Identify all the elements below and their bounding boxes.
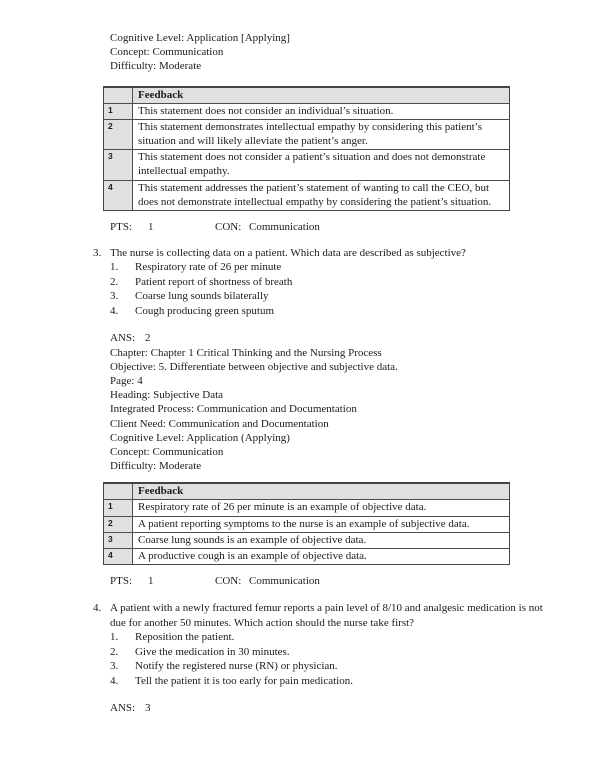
row-number-cell: 1 bbox=[104, 500, 133, 516]
header-blank-cell bbox=[104, 87, 133, 104]
option-text: Give the medication in 30 minutes. bbox=[135, 645, 290, 658]
option-number: 2. bbox=[110, 645, 119, 658]
feedback-header-cell: Feedback bbox=[133, 483, 510, 500]
feedback-table-1 bbox=[103, 86, 510, 211]
feedback-text-cell: This statement does not consider a patient’s situation and does not demonstrate intellectual empathy. bbox=[133, 150, 510, 180]
chapter-line: Chapter: Chapter 1 Critical Thinking and the Nursing Process bbox=[110, 346, 382, 359]
concept-line: Concept: Communication bbox=[110, 46, 224, 59]
answer-line bbox=[110, 331, 550, 345]
option-item bbox=[110, 630, 550, 645]
table-row bbox=[104, 500, 510, 516]
heading-line: Heading: Subjective Data bbox=[110, 389, 224, 402]
row-number-cell: 1 bbox=[104, 103, 133, 119]
pts-label: PTS: bbox=[110, 221, 133, 234]
row-number-cell: 3 bbox=[104, 532, 133, 548]
pts-con-line bbox=[110, 221, 550, 233]
question-text: The nurse is collecting data on a patient. Which data are described as subjective? bbox=[110, 247, 466, 260]
header-blank-cell bbox=[104, 483, 133, 500]
con-label: CON: bbox=[215, 575, 242, 588]
question-4 bbox=[93, 601, 550, 688]
option-text: Respiratory rate of 26 per minute bbox=[135, 261, 282, 274]
feedback-text-cell: Respiratory rate of 26 per minute is an example of objective data. bbox=[133, 500, 510, 516]
option-text: Tell the patient it is too early for pain medication. bbox=[135, 674, 353, 687]
table-row bbox=[104, 103, 510, 119]
row-number-cell: 3 bbox=[104, 150, 133, 180]
pts-value: 1 bbox=[148, 221, 154, 234]
feedback-text-cell: Coarse lung sounds is an example of objective data. bbox=[133, 532, 510, 548]
difficulty-line: Difficulty: Moderate bbox=[110, 460, 202, 473]
answer-line bbox=[110, 701, 550, 715]
pts-label: PTS: bbox=[110, 575, 133, 588]
feedback-text-cell: A productive cough is an example of objective data. bbox=[133, 549, 510, 565]
pts-con-line bbox=[110, 575, 550, 587]
row-number-cell: 2 bbox=[104, 119, 133, 149]
answer-options bbox=[110, 630, 550, 688]
objective-line: Objective: 5. Differentiate between objective and subjective data. bbox=[110, 360, 398, 373]
option-text: Coarse lung sounds bilaterally bbox=[135, 290, 269, 303]
option-number: 3. bbox=[110, 290, 119, 303]
cognitive-level-line: Cognitive Level: Application (Applying) bbox=[110, 431, 290, 444]
option-item bbox=[110, 674, 550, 689]
feedback-text-cell: A patient reporting symptoms to the nurse is an example of subjective data. bbox=[133, 516, 510, 532]
feedback-text-cell: This statement demonstrates intellectual empathy by considering this patient’s situation and will likely alleviate the patient’s anger. bbox=[133, 119, 510, 149]
option-number: 4. bbox=[110, 674, 119, 687]
question2-rationale-tail bbox=[110, 31, 550, 74]
row-number-cell: 4 bbox=[104, 549, 133, 565]
feedback-text-cell: This statement does not consider an individual’s situation. bbox=[133, 103, 510, 119]
table-row bbox=[104, 549, 510, 565]
con-label: CON: bbox=[215, 221, 242, 234]
option-item bbox=[110, 304, 550, 319]
page-line: Page: 4 bbox=[110, 375, 143, 388]
option-text: Patient report of shortness of breath bbox=[135, 275, 293, 288]
option-text: Cough producing green sputum bbox=[135, 304, 275, 317]
table-header-row bbox=[104, 483, 510, 500]
row-number-cell: 4 bbox=[104, 180, 133, 210]
con-value: Communication bbox=[249, 221, 320, 234]
table-row bbox=[104, 180, 510, 210]
question-text: A patient with a newly fractured femur reports a pain level of 8/10 and analgesic medication is not due for another 50 minutes. Which action should the nurse take first? bbox=[110, 602, 543, 629]
ans-value: 3 bbox=[145, 702, 151, 715]
option-text: Reposition the patient. bbox=[135, 631, 235, 644]
difficulty-line: Difficulty: Moderate bbox=[110, 60, 202, 73]
table-row bbox=[104, 516, 510, 532]
answer-options bbox=[110, 260, 550, 318]
feedback-table-2 bbox=[103, 482, 510, 565]
option-item bbox=[110, 260, 550, 275]
client-need-line: Client Need: Communication and Documentation bbox=[110, 417, 329, 430]
question-number: 4. bbox=[93, 602, 102, 615]
option-number: 1. bbox=[110, 261, 119, 274]
table-row bbox=[104, 532, 510, 548]
concept-line: Concept: Communication bbox=[110, 446, 224, 459]
option-number: 2. bbox=[110, 275, 119, 288]
question-number: 3. bbox=[93, 247, 102, 260]
table-row bbox=[104, 119, 510, 149]
question3-rationale bbox=[110, 346, 550, 474]
ans-label: ANS: bbox=[110, 702, 136, 715]
table-row bbox=[104, 150, 510, 180]
feedback-header-cell: Feedback bbox=[133, 87, 510, 104]
ans-label: ANS: bbox=[110, 332, 136, 345]
option-number: 4. bbox=[110, 304, 119, 317]
integrated-process-line: Integrated Process: Communication and Documentation bbox=[110, 403, 357, 416]
question-3 bbox=[93, 246, 550, 318]
con-value: Communication bbox=[249, 575, 320, 588]
feedback-text-cell: This statement addresses the patient’s statement of wanting to call the CEO, but does not demonstrate intellectual empathy by considering the patient’s situation. bbox=[133, 180, 510, 210]
table-header-row bbox=[104, 87, 510, 104]
option-item bbox=[110, 289, 550, 304]
pts-value: 1 bbox=[148, 575, 154, 588]
option-item bbox=[110, 659, 550, 674]
option-item bbox=[110, 275, 550, 290]
cognitive-level-line: Cognitive Level: Application [Applying] bbox=[110, 32, 290, 44]
option-number: 3. bbox=[110, 660, 119, 673]
option-item bbox=[110, 645, 550, 660]
option-text: Notify the registered nurse (RN) or physician. bbox=[135, 660, 338, 673]
option-number: 1. bbox=[110, 631, 119, 644]
row-number-cell: 2 bbox=[104, 516, 133, 532]
ans-value: 2 bbox=[145, 332, 151, 345]
